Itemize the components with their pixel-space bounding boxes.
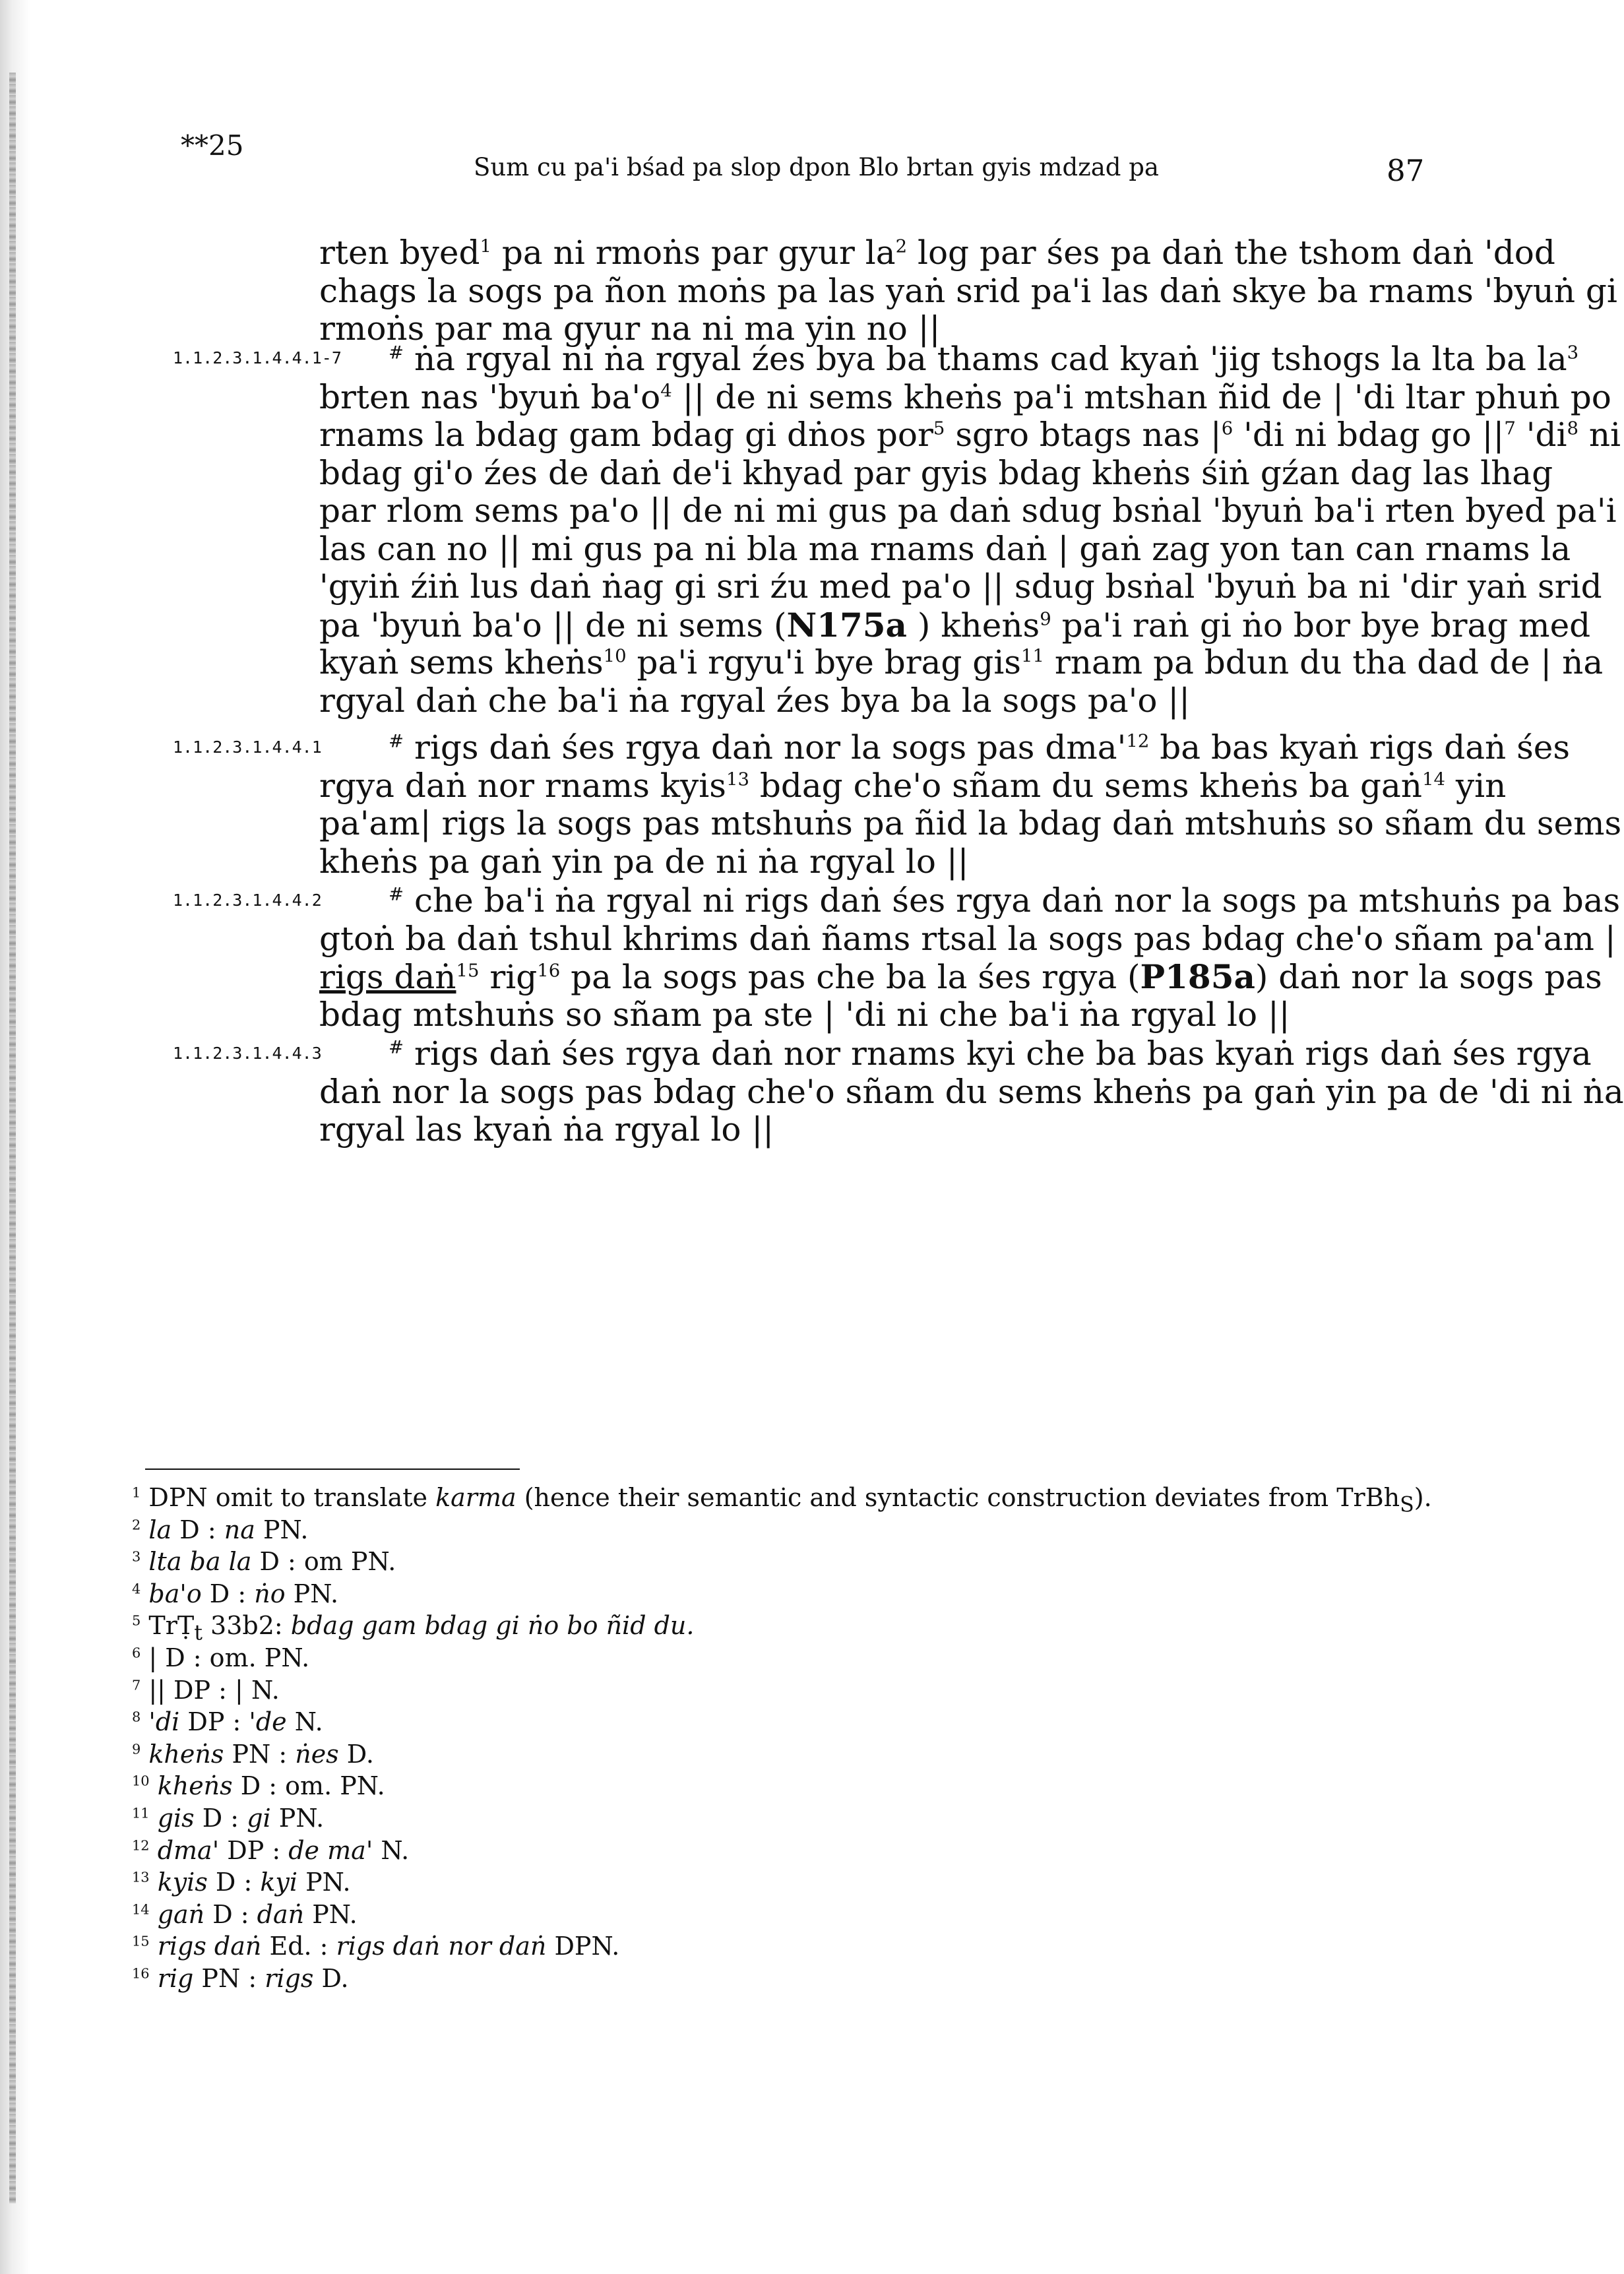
page-number: 87 [1387, 153, 1425, 188]
text-line: # che ba'i ṅa rgyal ni rigs daṅ śes rgya daṅ nor la sogs pa mtshuṅs pa bas [389, 881, 1621, 920]
text-line: pa 'byuṅ ba'o || de ni sems (N175a ) kheṅs$^9$ pa'i raṅ gi ṅo bor bye brag med [319, 605, 1591, 645]
footnote: $^{15}$ rigs daṅ Ed. : rigs daṅ nor daṅ DPN. [132, 1932, 620, 1961]
section-number: 1.1.2.3.1.4.4.3 [173, 1044, 322, 1063]
text-line: rgyal las kyaṅ ṅa rgyal lo || [319, 1110, 774, 1149]
footnote: $^7$ || DP : | N. [132, 1675, 280, 1705]
text-line: gtoṅ ba daṅ tshul khrims daṅ ñams rtsal la sogs pas bdag che'o sñam pa'am | [319, 919, 1616, 958]
text-line: rmoṅs par ma gyur na ni ma yin no || [319, 309, 941, 348]
paragraph-4 [319, 881, 1621, 1034]
footnote: $^5$ TrṬ$_t$ 33b2: bdag gam bdag gi ṅo bo ñid du. [132, 1611, 695, 1645]
text-line: rgya daṅ nor rnams kyis$^{13}$ bdag che'o sñam du sems kheṅs ba gaṅ$^{14}$ yin [319, 766, 1507, 805]
text-line: par rlom sems pa'o || de ni mi gus pa daṅ sdug bsṅal 'byuṅ ba'i rten byed pa'i [319, 491, 1617, 530]
footnote: $^4$ ba'o D : ṅo PN. [132, 1579, 339, 1608]
section-number: 1.1.2.3.1.4.4.1 [173, 738, 322, 757]
text-line: 'gyiṅ źiṅ lus daṅ ṅag gi sri źu med pa'o || sdug bsṅal 'byuṅ ba ni 'dir yaṅ srid [319, 567, 1602, 606]
text-line: rten byed$^1$ pa ni rmoṅs par gyur $la^2$ log par śes pa daṅ the tshom daṅ 'dod [319, 234, 1555, 272]
text-line: daṅ nor la sogs pas bdag che'o sñam du sems kheṅs pa gaṅ yin pa de 'di ni ṅa [319, 1072, 1624, 1111]
section-number: 1.1.2.3.1.4.4.1-7 [173, 348, 342, 367]
text-line: # rigs daṅ śes rgya daṅ nor la sogs pas $dma'^{12}$ ba bas kyaṅ rigs daṅ śes [389, 728, 1571, 767]
text-line: bdag gi'o źes de daṅ de'i khyad par gyis bdag kheṅs śiṅ gźan dag las lhag [319, 453, 1553, 492]
footnote: $^{13}$ kyis D : kyi PN. [132, 1868, 351, 1897]
text-line: bdag mtshuṅs so sñam pa ste | 'di ni che ba'i ṅa rgyal lo || [319, 995, 1290, 1034]
header-mark: **25 [181, 129, 244, 162]
footnote: $^6$ | D : om. PN. [132, 1643, 310, 1672]
text-line: las can no || mi gus pa ni bla ma rnams daṅ | gaṅ zag yon tan can rnams la [319, 529, 1571, 568]
paragraph-3 [319, 728, 1622, 881]
paragraph-2 [319, 340, 1621, 720]
footnote-rule [145, 1469, 520, 1470]
footnote: $^9$ kheṅs PN : ṅes D. [132, 1739, 374, 1769]
text-line: kheṅs pa gaṅ yin pa de ni ṅa rgyal lo || [319, 842, 969, 881]
section-number: 1.1.2.3.1.4.4.2 [173, 891, 322, 910]
footnote: $^{12}$ dma' DP : de ma' N. [132, 1835, 410, 1865]
binding-shadow [9, 73, 16, 2203]
paragraph-1 [319, 234, 1617, 348]
footnote: $^8$ 'di DP : 'de N. [132, 1707, 323, 1737]
footnote: $^{14}$ gaṅ D : daṅ PN. [132, 1899, 358, 1929]
footnote: $^{10}$ kheṅs D : om. PN. [132, 1771, 385, 1801]
text-line: pa'am| rigs la sogs pas mtshuṅs pa ñid la bdag daṅ mtshuṅs so sñam du sems [319, 804, 1622, 842]
text-line: rigs daṅ$^{15}$ rig$^{16}$ pa la sogs pas che ba la śes rgya (P185a) daṅ nor la sogs pas [319, 957, 1602, 996]
text-line: rnams la bdag gam bdag gi dṅos por$^5$ sgro btags nas $|^6$ 'di ni bdag go $||^7$ '$di^8$ ni [319, 416, 1621, 454]
footnote: $^3$ lta ba la D : om PN. [132, 1547, 396, 1577]
footnote: $^1$ DPN omit to translate karma (hence their semantic and syntactic construction deviates from TrBh$_S$). [132, 1483, 1432, 1517]
text-line: # rigs daṅ śes rgya daṅ nor rnams kyi che ba bas kyaṅ rigs daṅ śes rgya [389, 1034, 1592, 1073]
paragraph-5 [319, 1034, 1624, 1149]
footnote: $^{11}$ gis D : gi PN. [132, 1803, 325, 1833]
text-line: brten nas 'byuṅ $ba'o^4$ || de ni sems kheṅs pa'i mtshan ñid de | 'di ltar phuṅ po [319, 377, 1611, 416]
text-line: kyaṅ sems kheṅs$^{10}$ pa'i rgyu'i bye brag gis$^{11}$ rnam pa bdun du tha dad de | ṅa [319, 643, 1604, 681]
footnotes [132, 1482, 1432, 1995]
text-line: # ṅa rgyal ni ṅa rgyal źes bya ba thams cad kyaṅ 'jig tshogs la lta ba $la^3$ [389, 340, 1579, 378]
footnote: $^2$ la D : na PN. [132, 1515, 309, 1544]
text-line: rgyal daṅ che ba'i ṅa rgyal źes bya ba la sogs pa'o || [319, 681, 1191, 720]
footnote: $^{16}$ rig PN : rigs D. [132, 1963, 349, 1993]
text-line: chags la sogs pa ñon moṅs pa las yaṅ srid pa'i las daṅ skye ba rnams 'byuṅ gi [319, 271, 1617, 310]
running-title: Sum cu pa'i bśad pa slop dpon Blo brtan gyis mdzad pa [474, 153, 1159, 181]
